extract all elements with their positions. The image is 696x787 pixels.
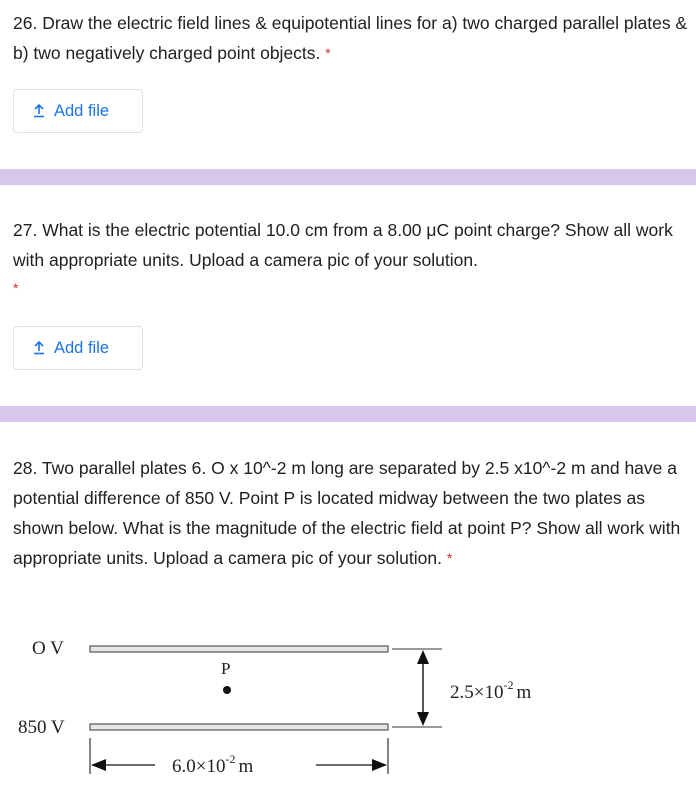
top-plate-label: O V	[32, 638, 64, 659]
question-28-title: 28. Two parallel plates 6. O x 10^-2 m long are separated by 2.5 x10^-2 m and have a potential difference of 850 V. Point P is located midway between the two plates as shown below. What is the magnitude of the electric field at point P? Show all work with appropriate units. Upload a camera pic of your solution.	[13, 458, 681, 568]
add-file-label: Add file	[54, 101, 110, 120]
bottom-plate	[90, 724, 388, 730]
section-divider	[0, 169, 696, 185]
parallel-plates-diagram	[0, 620, 696, 787]
top-plate	[90, 646, 388, 652]
point-p-dot	[223, 686, 231, 694]
required-asterisk: *	[446, 550, 453, 566]
question-28-text	[13, 453, 693, 573]
question-27-text	[13, 215, 693, 275]
upload-icon	[32, 104, 46, 118]
add-file-label: Add file	[54, 338, 110, 357]
section-divider	[0, 406, 696, 422]
required-asterisk: *	[325, 45, 331, 61]
add-file-button-27[interactable]	[13, 326, 143, 370]
bottom-plate-label: 850 V	[18, 717, 65, 738]
question-26-title: 26. Draw the electric field lines & equipotential lines for a) two charged parallel plates & b) two negatively charged point objects.	[13, 13, 688, 63]
add-file-button-26[interactable]	[13, 89, 143, 133]
point-p-label: P	[221, 659, 231, 678]
question-26-text	[13, 8, 693, 68]
separation-label: $2.5\times 10^{-2}$ m	[450, 678, 532, 703]
question-27-title: 27. What is the electric potential 10.0 cm from a 8.00 μC point charge? Show all work with appropriate units. Upload a camera pic of your solution.	[13, 220, 673, 270]
required-asterisk: *	[13, 280, 19, 296]
length-label: $6.0\times 10^{-2}$ m	[172, 752, 254, 777]
separation-dimension	[392, 649, 442, 727]
upload-icon	[32, 341, 46, 355]
